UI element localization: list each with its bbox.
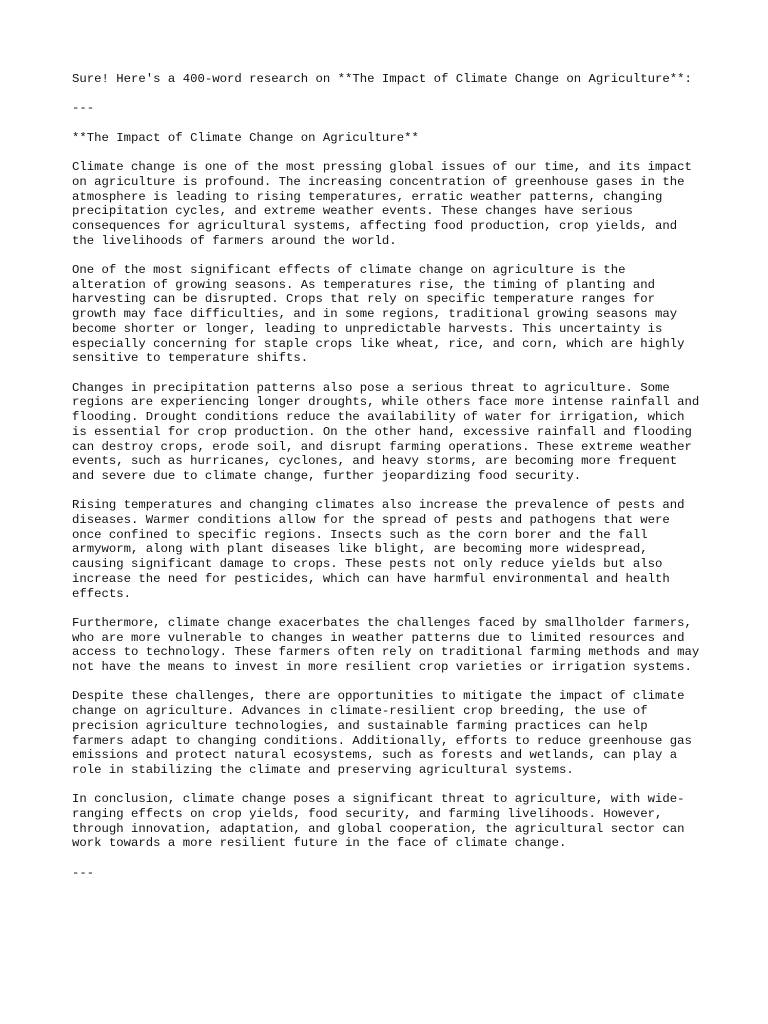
paragraph-5: Furthermore, climate change exacerbates the challenges faced by smallholder farmers, who are more vulnerable to changes in weather patterns due to limited resources and access to technology. These farmers often rely on traditional farming methods and may not have the means to invest in more resilient crop varieties or irrigation systems. bbox=[72, 615, 707, 675]
document-page bbox=[72, 72, 707, 881]
paragraph-7: In conclusion, climate change poses a significant threat to agriculture, with wide-ranging effects on crop yields, food security, and farming livelihoods. However, through innovation, adaptation, and global cooperation, the agricultural sector can work towards a more resilient future in the face of climate change. bbox=[72, 792, 692, 851]
separator-top: --- bbox=[72, 101, 95, 116]
paragraph-1: Climate change is one of the most pressing global issues of our time, and its impact on agriculture is profound. The increasing concentration of greenhouse gases in the atmosphere is leading to rising temperatures, erratic weather patterns, changing precipitation cycles, and extreme weather events. These changes have serious consequences for agricultural systems, affecting food production, crop yields, and the livelihoods of farmers around the world. bbox=[72, 160, 700, 248]
paragraph-4: Rising temperatures and changing climates also increase the prevalence of pests and diseases. Warmer conditions allow for the spread of pests and pathogens that were once confined to specific regions. Insects such as the corn borer and the fall armyworm, along with plant diseases like blight, are becoming more widespread, causing significant damage to crops. These pests not only reduce yields but also increase the need for pesticides, which can have harmful environmental and health effects. bbox=[72, 498, 692, 601]
document-heading: **The Impact of Climate Change on Agriculture** bbox=[72, 130, 419, 145]
intro-line: Sure! Here's a 400-word research on **The Impact of Climate Change on Agriculture**: bbox=[72, 72, 692, 86]
paragraph-2: One of the most significant effects of climate change on agriculture is the alteration of growing seasons. As temperatures rise, the timing of planting and harvesting can be disrupted. Crops that rely on specific temperature ranges for growth may face difficulties, and in some regions, traditional growing seasons may become shorter or longer, leading to unpredictable harvests. This uncertainty is especially concerning for staple crops like wheat, rice, and corn, which are highly sensitive to temperature shifts. bbox=[72, 263, 692, 366]
paragraph-6: Despite these challenges, there are opportunities to mitigate the impact of climate change on agriculture. Advances in climate-resilient crop breeding, the use of precision agriculture technologies, and sustainable farming practices can help farmers adapt to changing conditions. Additionally, efforts to reduce greenhouse gas emissions and protect natural ecosystems, such as forests and wetlands, can play a role in stabilizing the climate and preserving agricultural systems. bbox=[72, 689, 700, 777]
separator-bottom: --- bbox=[72, 865, 95, 880]
paragraph-3: Changes in precipitation patterns also pose a serious threat to agriculture. Some regions are experiencing longer droughts, while others face more intense rainfall and flooding. Drought conditions reduce the availability of water for irrigation, which is essential for crop production. On the other hand, excessive rainfall and flooding can destroy crops, erode soil, and disrupt farming operations. These extreme weather events, such as hurricanes, cyclones, and heavy storms, are becoming more frequent and severe due to climate change, further jeopardizing food security. bbox=[72, 380, 707, 483]
